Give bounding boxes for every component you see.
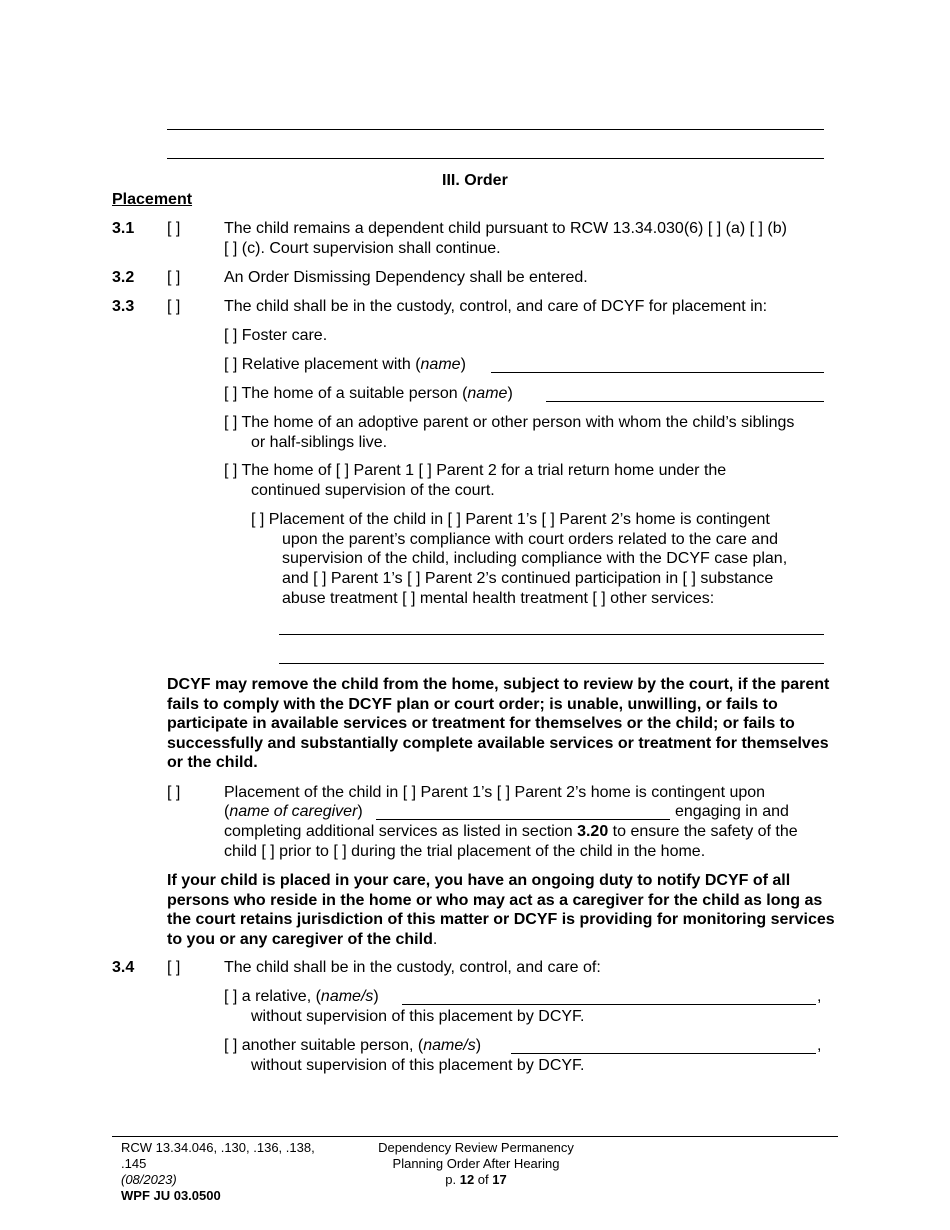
other-person-name-hint: name/s [423,1037,476,1054]
item-3-3-checkbox[interactable]: [ ] [167,298,181,315]
item-3-2-text: An Order Dismissing Dependency shall be entered. [224,269,588,286]
page-total: 17 [492,1172,507,1187]
item-3-3-text: The child shall be in the custody, control, and care of DCYF for placement in: [224,298,768,315]
relative-custody-paren-close: ) [373,988,379,1005]
section-ref: 3.20 [577,823,609,840]
page-prefix: p. [445,1172,460,1187]
footer-page-number [370,1172,582,1188]
page-of: of [474,1172,493,1187]
other-person-no-supervision: without supervision of this placement by DCYF. [251,1057,585,1074]
other-person-custody-option[interactable] [224,1036,481,1056]
contingent-placement-text-4: and [ ] Parent 1’s [ ] Parent 2’s continued participation in [ ] substance [282,570,774,587]
footer-form-id: WPF JU 03.0500 [121,1188,221,1203]
caregiver-paren-open: ( [224,803,230,820]
caregiver-text-3 [224,822,798,842]
duty-notice-text: If your child is placed in your care, you have an ongoing duty to notify DCYF of all persons who reside in the home or who may act as a caregiver for the child as long as the court retains jurisdiction of this matter or DCYF is providing for monitoring services to you or any caregiver of the child [167,872,835,948]
foster-care-option[interactable]: [ ] Foster care. [224,327,328,344]
relative-custody-name-hint: name/s [320,988,374,1005]
suitable-name-hint: name [467,385,508,402]
relative-name-hint: name [420,356,461,373]
section-title: III. Order [442,172,508,189]
contingent-placement-text-5: abuse treatment [ ] mental health treatment [ ] other services: [282,590,715,607]
caregiver-text-2 [224,802,363,822]
relative-custody-comma: , [817,988,822,1005]
caregiver-paren-close: ) [357,803,363,820]
caregiver-text-2-after: engaging in and [675,803,789,820]
caregiver-checkbox[interactable]: [ ] [167,784,181,801]
adoptive-parent-option-cont: or half-siblings live. [251,434,388,451]
adoptive-parent-option[interactable]: [ ] The home of an adoptive parent or other person with whom the child’s siblings [224,414,795,431]
caregiver-text-1: Placement of the child in [ ] Parent 1’s [ ] Parent 2’s home is contingent upon [224,784,766,801]
footer-title-1: Dependency Review Permanency [378,1140,574,1155]
caregiver-text-3-b: to ensure the safety of the [608,823,798,840]
suitable-person-option[interactable] [224,384,513,404]
item-3-3-number: 3.3 [112,298,135,315]
caregiver-text-3-a: completing additional services as listed in section [224,823,578,840]
relative-paren-close: ) [460,356,466,373]
relative-placement-option[interactable] [224,355,466,375]
other-services-field-2[interactable] [279,663,824,664]
item-3-4-text: The child shall be in the custody, control, and care of: [224,959,601,976]
footer-date: (08/2023) [121,1172,177,1187]
contingent-placement-option[interactable]: [ ] Placement of the child in [ ] Parent 1’s [ ] Parent 2’s home is contingent [251,511,770,528]
item-3-4-number: 3.4 [112,959,135,976]
trial-return-option-cont: continued supervision of the court. [251,482,495,499]
relative-custody-option[interactable] [224,987,379,1007]
contingent-placement-text-3: supervision of the child, including compliance with the DCYF case plan, [282,550,788,567]
relative-custody-label: [ ] a relative, ( [224,988,321,1005]
duty-notice-period: . [432,930,438,948]
page-current: 12 [459,1172,475,1187]
other-services-field-1[interactable] [279,634,824,635]
top-fill-line-1 [167,129,824,130]
item-3-1-text: The child remains a dependent child pursuant to RCW 13.34.030(6) [ ] (a) [ ] (b) [224,220,787,237]
footer-rcw-1: RCW 13.34.046, .130, .136, .138, [121,1140,315,1155]
caregiver-text-4: child [ ] prior to [ ] during the trial placement of the child in the home. [224,843,706,860]
caregiver-name-field[interactable] [376,819,670,820]
top-fill-line-2 [167,158,824,159]
contingent-placement-text-2: upon the parent’s compliance with court orders related to the care and [282,531,778,548]
relative-custody-no-supervision: without supervision of this placement by DCYF. [251,1008,585,1025]
duty-to-notify-notice [167,871,847,949]
suitable-person-label: [ ] The home of a suitable person ( [224,385,468,402]
suitable-paren-close: ) [507,385,513,402]
footer-title-2: Planning Order After Hearing [392,1156,560,1171]
footer-rule [112,1136,838,1137]
item-3-1-number: 3.1 [112,220,135,237]
dcyf-removal-warning: DCYF may remove the child from the home, subject to review by the court, if the parent fails to comply with the DCYF plan or court order; is unable, unwilling, or fails to participate in available services or treatment for themselves or the child; or fails to successfully and substantially complete available services or treatment for themselves or the child. [167,676,830,771]
other-person-name-field[interactable] [511,1053,816,1054]
other-person-custody-label: [ ] another suitable person, ( [224,1037,424,1054]
footer-rcw-2: .145 [121,1156,147,1171]
other-person-paren-close: ) [475,1037,482,1054]
item-3-4-checkbox[interactable]: [ ] [167,959,181,976]
item-3-1-checkbox[interactable]: [ ] [167,220,181,237]
other-person-comma: , [817,1037,822,1054]
placement-heading: Placement [112,191,193,208]
item-3-2-checkbox[interactable]: [ ] [167,269,181,286]
relative-placement-label: [ ] Relative placement with ( [224,356,421,373]
suitable-person-name-field[interactable] [546,401,824,402]
caregiver-name-hint: name of caregiver [229,803,358,820]
relative-name-field[interactable] [491,372,824,373]
item-3-2-number: 3.2 [112,269,135,286]
trial-return-option[interactable]: [ ] The home of [ ] Parent 1 [ ] Parent 2 for a trial return home under the [224,462,727,479]
item-3-1-text-cont: [ ] (c). Court supervision shall continue. [224,240,501,257]
relative-custody-name-field[interactable] [402,1004,816,1005]
